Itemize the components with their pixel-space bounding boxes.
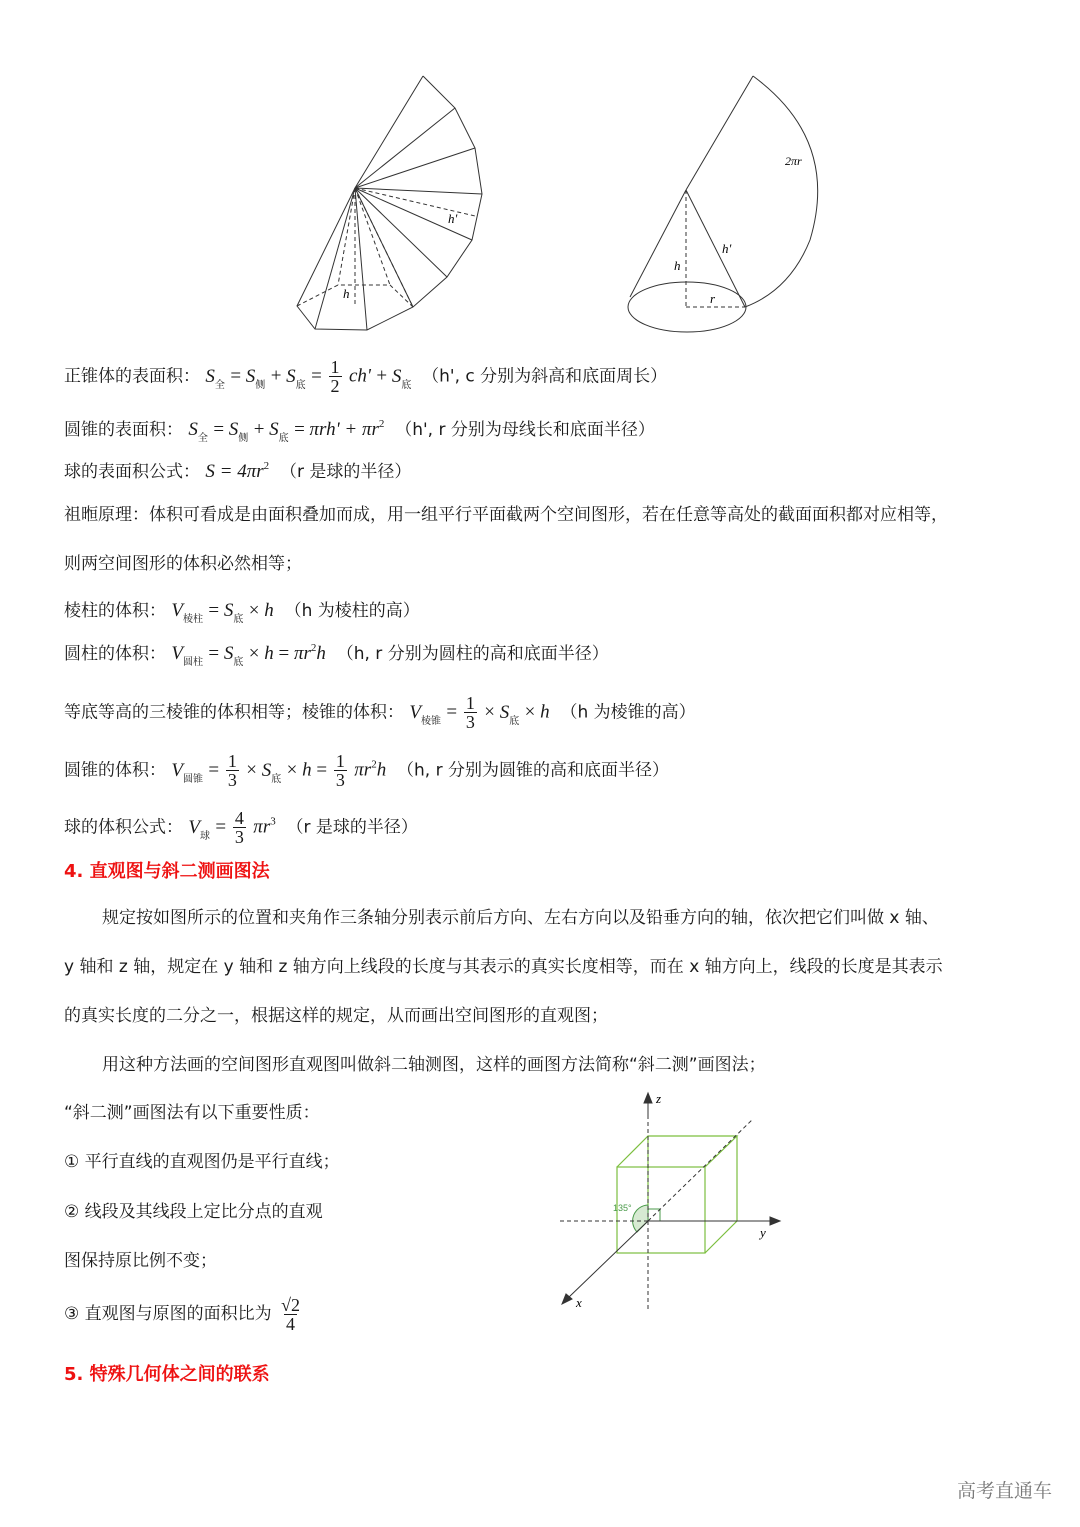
fraction: $\frac{1}{3}$	[335, 751, 345, 790]
pyramid-net-figure	[290, 70, 490, 340]
fraction: $\frac{4}{3}$	[234, 808, 244, 847]
sphere-volume-formula: 球的体积公式： $V_球$ = $\frac{4}{3}$ $\pi r^3$ （r 是球的半径）	[64, 808, 418, 847]
slant-height-label: h'	[448, 211, 458, 226]
cube	[617, 1136, 737, 1253]
properties-title: “斜二测”画图法有以下重要性质：	[64, 1103, 320, 1123]
prism-volume-formula: 棱柱的体积： $V_{棱柱} = S_底 \times h$ （h 为棱柱的高）	[64, 600, 420, 625]
section-4-para1-line1: 规定按如图所示的位置和夹角作三条轴分别表示前后方向、左右方向以及铅垂方向的轴，依次把它们叫做 x 轴、	[102, 908, 939, 928]
slant-height-label: h'	[722, 241, 732, 256]
fraction: $\frac{1}{3}$	[465, 693, 475, 732]
pyramid-surface-formula: 正锥体的表面积： $S_全 = S_侧 + S_底$ = $\frac{1}{2}$ $ch' + S_底$ （h', c 分别为斜高和底面周长）	[64, 357, 668, 396]
section-5-heading: 5. 特殊几何体之间的联系	[64, 1364, 270, 1385]
arc-label: 2πr	[785, 154, 802, 168]
height-label: h	[343, 286, 350, 301]
property-2: ② 线段及其线段上定比分点的直观	[64, 1202, 323, 1222]
watermark: 高考直通车	[956, 1480, 1052, 1502]
sector-arc	[745, 76, 818, 307]
pyramid-volume-formula: 等底等高的三棱锥的体积相等；棱锥的体积： $V_{棱锥}$ = $\frac{1}{3}$ × $S_底 \times h$ （h 为棱锥的高）	[64, 693, 696, 732]
z-axis-label: z	[656, 1091, 662, 1106]
property-3: ③ 直观图与原图的面积比为 $\frac{√2}{4}$	[64, 1294, 300, 1334]
hidden-edges	[297, 188, 475, 307]
cone-surface-formula: 圆锥的表面积： $S_全 = S_侧 + S_底 = \pi rh' + \pi r^2$ （h', r 分别为母线长和底面半径）	[64, 418, 655, 444]
radius-label: r	[710, 291, 716, 306]
cylinder-volume-formula: 圆柱的体积： $V_{圆柱} = S_底 \times h = \pi r^2h$ （h, r 分别为圆柱的高和底面半径）	[64, 642, 609, 668]
fraction: $\frac{1}{2}$	[330, 357, 340, 396]
height-label: h	[674, 258, 681, 273]
zuxuan-principle-line1: 祖暅原理：体积可看成是由面积叠加而成，用一组平行平面截两个空间图形，若在任意等高处的截面面积都对应相等，	[64, 505, 948, 525]
section-4-para1-line2: y 轴和 z 轴，规定在 y 轴和 z 轴方向上线段的长度与其表示的真实长度相等，而在 x 轴方向上，线段的长度是其表示	[64, 957, 943, 977]
x-axis-label: x	[576, 1295, 582, 1310]
area-ratio-fraction: $\frac{√2}{4}$	[281, 1294, 300, 1334]
property-2-cont: 图保持原比例不变；	[64, 1251, 217, 1271]
section-4-para2: 用这种方法画的空间图形直观图叫做斜二轴测图，这样的画图方法简称“斜二测”画图法；	[102, 1055, 766, 1075]
cone-net-figure	[610, 70, 840, 340]
oblique-axes-figure	[550, 1085, 800, 1315]
section-4-para1-line3: 的真实长度的二分之一，根据这样的规定，从而画出空间图形的直观图；	[64, 1006, 608, 1026]
sphere-surface-formula: 球的表面积公式： $S = 4\pi r^2$ （r 是球的半径）	[64, 460, 412, 482]
fraction: $\frac{1}{3}$	[227, 751, 237, 790]
y-axis-label: y	[760, 1225, 766, 1240]
angle-label: 135°	[613, 1203, 632, 1213]
cone-volume-formula: 圆锥的体积： $V_{圆锥}$ = $\frac{1}{3}$ × $S_底 \times h$ = $\frac{1}{3}$ $\pi r^2h$ （h, r 分别为圆锥的高和底面半径）	[64, 751, 669, 790]
section-4-heading: 4. 直观图与斜二测画图法	[64, 861, 270, 882]
property-1: ① 平行直线的直观图仍是平行直线；	[64, 1152, 340, 1172]
zuxuan-principle-line2: 则两空间图形的体积必然相等；	[64, 554, 302, 574]
